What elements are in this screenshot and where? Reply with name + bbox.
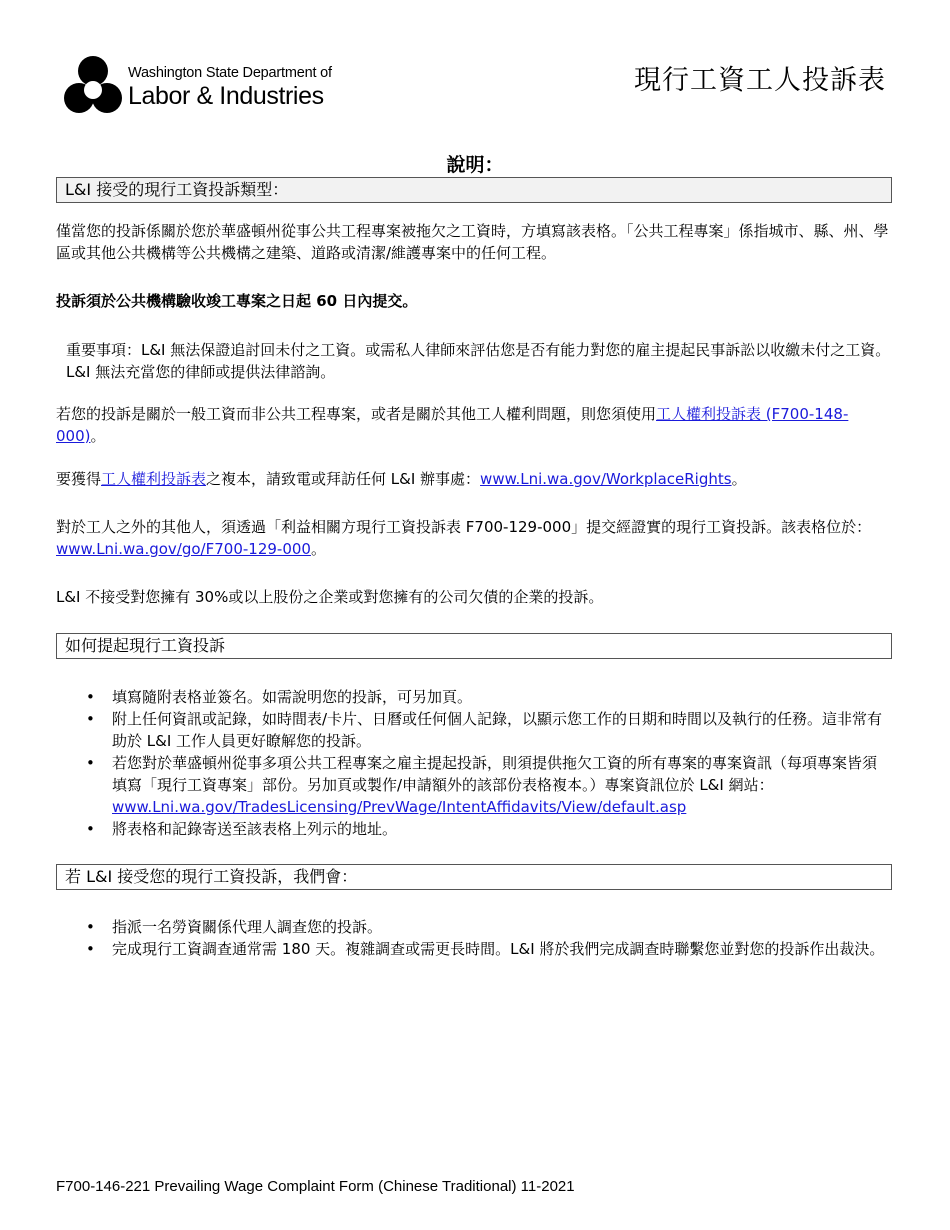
paragraph-eligibility: 僅當您的投訴係關於您於華盛頓州從事公共工程專案被拖欠之工資時，方填寫該表格。「公共工程專案」係指城市、縣、州、學區或其他公共機構等公共機構之建築、道路或清潔/維護專案中的任何工程。 [56,222,889,262]
instructions-title: 說明： [446,154,504,176]
workplace-rights-url-link[interactable]: www.Lni.wa.gov/WorkplaceRights [480,470,732,488]
paragraph-ownership-exclusion: L&I 不接受對您擁有 30%或以上股份之企業或對您擁有的公司欠債的企業的投訴。 [56,588,604,606]
how-to-file-list [56,686,886,840]
intent-affidavits-url-link[interactable]: www.Lni.wa.gov/TradesLicensing/PrevWage/IntentAffidavits/View/default.asp [112,798,687,816]
paragraph-workers-rights-text: 若您的投訴是關於一般工資而非公共工程專案，或者是關於其他工人權利問題，則您須使用 [56,405,657,423]
paragraph-interested-party: 對於工人之外的其他人，須透過「利益相關方現行工資投訴表 F700-129-000」提交經證實的現行工資投訴。該表格位於：www.Lni.wa.gov/go/F700-129-000。 [56,518,872,558]
section-heading-accepted-types: L&I 接受的現行工資投訴類型： [56,177,892,203]
interested-party-form-link[interactable]: www.Lni.wa.gov/go/F700-129-000 [56,540,311,558]
section-heading-how-to-file: 如何提起現行工資投訴 [56,633,892,659]
form-title: 現行工資工人投訴表 [634,65,886,96]
lni-logo-icon [62,54,124,118]
list-item: • 附上任何資訊或記錄，如時間表/卡片、日曆或任何個人記錄，以顯示您工作的日期和時間以及執行的任務。這非常有助於 L&I 工作人員更好瞭解您的投訴。 [56,708,886,752]
logo-agency-line: Washington State Department of [128,65,332,81]
workers-rights-complaint-link[interactable]: 工人權利投訴表 [101,470,207,488]
list-item: • 填寫隨附表格並簽名。如需說明您的投訴，可另加頁。 [56,686,886,708]
paragraph-workers-rights: 若您的投訴是關於一般工資而非公共工程專案，或者是關於其他工人權利問題，則您須使用工人權利投訴表 (F700-148-000)。 [56,405,849,445]
list-item: • 完成現行工資調查通常需 180 天。複雜調查或需更長時間。L&I 將於我們完成調查時聯繫您並對您的投訴作出裁決。 [56,938,886,960]
section-heading-if-accepted: 若 L&I 接受您的現行工資投訴，我們會： [56,864,892,890]
paragraph-important-notice: 重要事項：L&I 無法保證追討回未付之工資。或需私人律師來評估您是否有能力對您的雇主提起民事訴訟以收繳未付之工資。L&I 無法充當您的律師或提供法律諮詢。 [66,341,891,381]
lni-logo [62,54,332,118]
list-item: • 將表格和記錄寄送至該表格上列示的地址。 [56,818,886,840]
paragraph-deadline: 投訴須於公共機構驗收竣工專案之日起 60 日內提交。 [56,292,418,310]
form-footer: F700-146-221 Prevailing Wage Complaint Form (Chinese Traditional) 11-2021 [56,1178,575,1195]
logo-agency-name: Labor & Industries [128,81,324,110]
list-item: • 指派一名勞資關係代理人調查您的投訴。 [56,916,886,938]
list-item: • 若您對於華盛頓州從事多項公共工程專案之雇主提起投訴，則須提供拖欠工資的所有專案的專案資訊（每項專案皆須填寫「現行工資專案」部份。另加頁或製作/申請額外的該部份表格複本。）專案資訊位於 L&I 網站：www.Lni.wa.gov/TradesLicensing/PrevWage/IntentAffidavits/View/default.asp [56,752,886,818]
workers-rights-form-link[interactable]: 工人權利投訴表 (F700-148-000) [56,405,849,445]
paragraph-obtain-copy: 要獲得工人權利投訴表之複本，請致電或拜訪任何 L&I 辦事處：www.Lni.wa.gov/WorkplaceRights。 [56,470,747,488]
if-accepted-list [56,916,886,960]
